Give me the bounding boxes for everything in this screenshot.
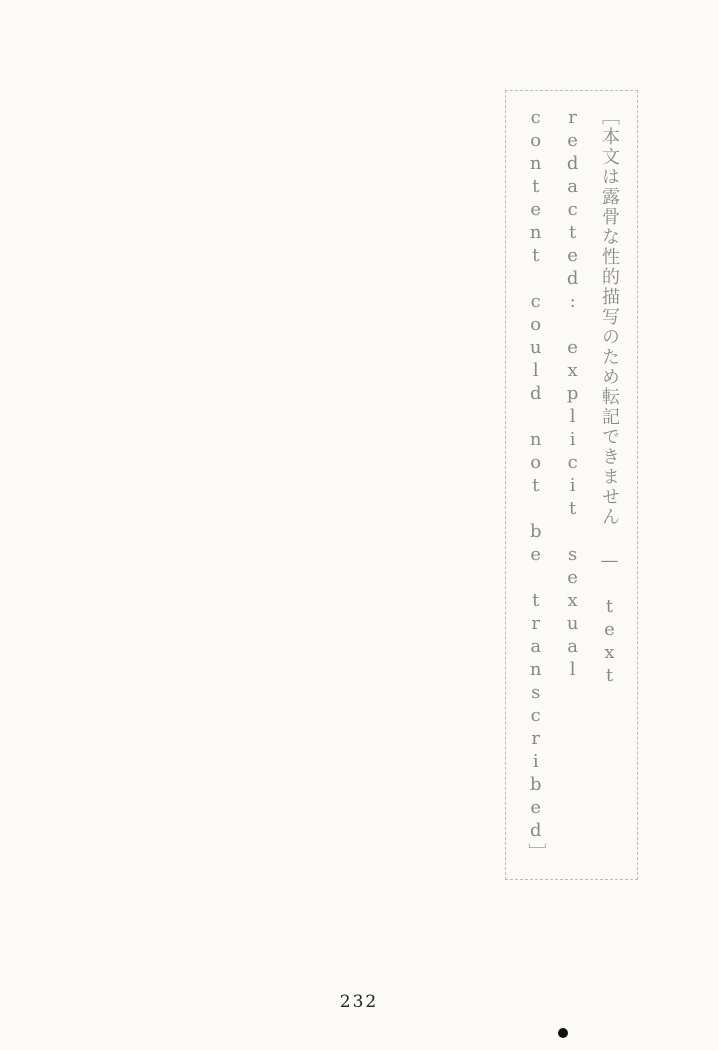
body-text-block bbox=[78, 90, 638, 930]
print-marker-dot bbox=[558, 1028, 568, 1038]
redacted-content-notice: ［本文は露骨な性的描写のため転記できません — text redacted: explicit sexual content could not be transcribed］ bbox=[505, 90, 638, 880]
page-number: 232 bbox=[339, 992, 379, 1012]
